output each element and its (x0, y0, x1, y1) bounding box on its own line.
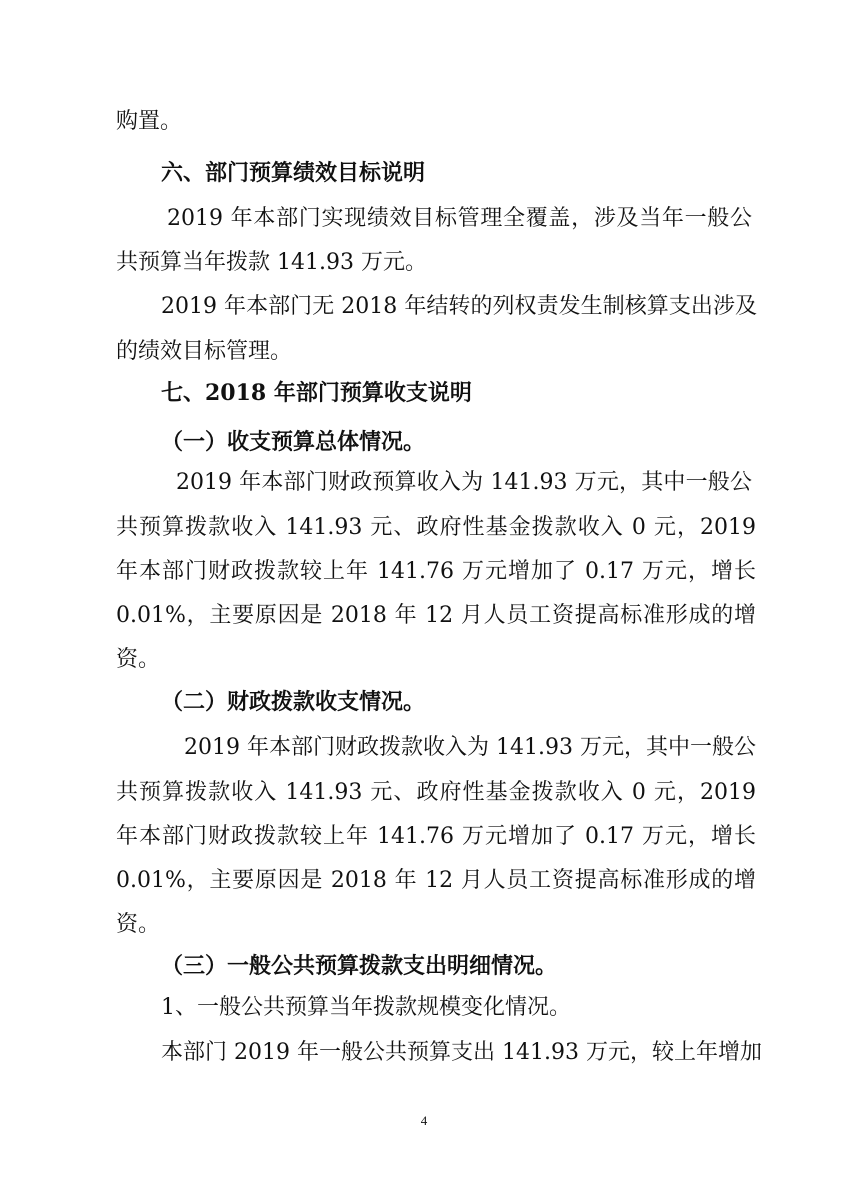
paragraph-line: 共预算拨款收入 141.93 元、政府性基金拨款收入 0 元，2019 (116, 780, 756, 805)
paragraph-line: 年本部门财政拨款较上年 141.76 万元增加了 0.17 万元，增长 (116, 824, 756, 849)
paragraph-line: 购置。 (116, 109, 183, 134)
subsection-heading-2: （二）财政拨款收支情况。 (161, 689, 426, 715)
section-heading-7: 七、2018 年部门预算收支说明 (161, 380, 472, 406)
subsection-heading-1: （一）收支预算总体情况。 (161, 429, 426, 455)
paragraph-line: 2019 年本部门财政预算收入为 141.93 万元，其中一般公 (176, 470, 752, 495)
paragraph-line: 2019 年本部门无 2018 年结转的列权责发生制核算支出涉及 (161, 294, 757, 319)
section-heading-6: 六、部门预算绩效目标说明 (161, 160, 426, 186)
paragraph-line: 资。 (116, 647, 161, 672)
page-number: 4 (420, 1113, 428, 1128)
paragraph-line: 共预算拨款收入 141.93 元、政府性基金拨款收入 0 元，2019 (116, 515, 756, 540)
paragraph-line: 资。 (116, 912, 161, 937)
paragraph-line: 1、一般公共预算当年拨款规模变化情况。 (161, 995, 571, 1020)
paragraph-line: 本部门 2019 年一般公共预算支出 141.93 万元，较上年增加 (161, 1040, 762, 1065)
paragraph-line: 的绩效目标管理。 (116, 339, 293, 364)
paragraph-line: 2019 年本部门财政拨款收入为 141.93 万元，其中一般公 (184, 735, 756, 760)
paragraph-line: 0.01%，主要原因是 2018 年 12 月人员工资提高标准形成的增 (116, 603, 756, 628)
paragraph-line: 年本部门财政拨款较上年 141.76 万元增加了 0.17 万元，增长 (116, 559, 756, 584)
subsection-heading-3: （三）一般公共预算拨款支出明细情况。 (161, 953, 558, 979)
paragraph-line: 2019 年本部门实现绩效目标管理全覆盖，涉及当年一般公 (167, 206, 752, 231)
paragraph-line: 共预算当年拨款 141.93 万元。 (116, 250, 427, 275)
paragraph-line: 0.01%，主要原因是 2018 年 12 月人员工资提高标准形成的增 (116, 868, 756, 893)
